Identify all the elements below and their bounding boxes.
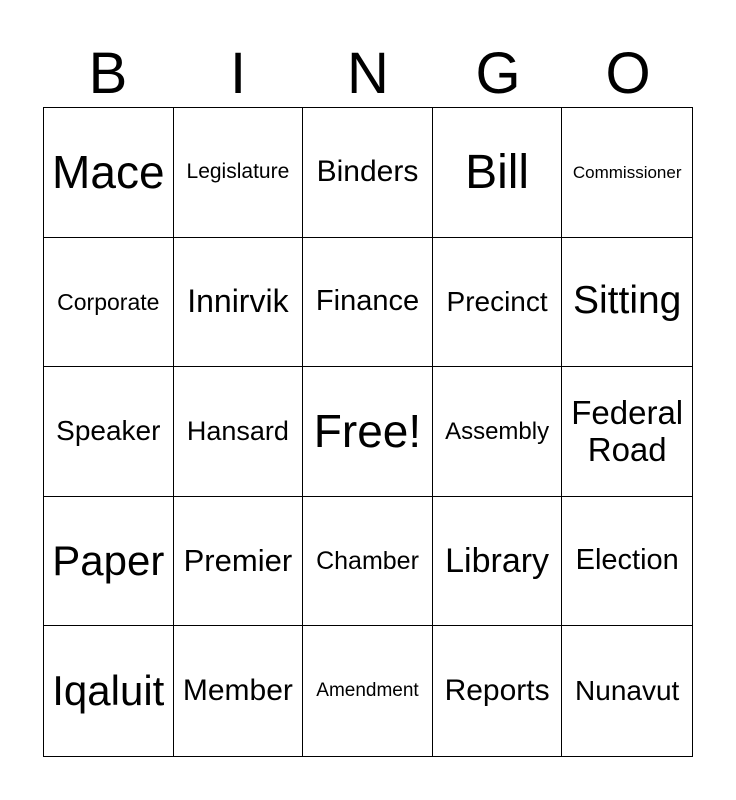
- bingo-header: [43, 40, 693, 108]
- bingo-cell-label: Free!: [313, 405, 422, 458]
- bingo-cell[interactable]: [562, 108, 692, 238]
- bingo-cell[interactable]: [433, 108, 563, 238]
- bingo-cell[interactable]: [174, 497, 304, 627]
- bingo-cell[interactable]: [174, 626, 304, 756]
- bingo-cell[interactable]: [174, 238, 304, 368]
- bingo-cell[interactable]: [562, 497, 692, 627]
- bingo-cell[interactable]: [303, 238, 433, 368]
- bingo-cell-label: Legislature: [186, 160, 290, 184]
- bingo-cell-label: Amendment: [316, 680, 419, 702]
- bingo-cell-label: Mace: [52, 145, 165, 198]
- bingo-cell[interactable]: [174, 367, 304, 497]
- bingo-cell[interactable]: [562, 367, 692, 497]
- bingo-cell-label: Sitting: [572, 279, 682, 323]
- bingo-cell-label: Election: [575, 544, 679, 577]
- bingo-cell[interactable]: [562, 626, 692, 756]
- header-letter-n: N: [347, 41, 389, 106]
- bingo-cell[interactable]: [44, 626, 174, 756]
- bingo-cell[interactable]: [303, 108, 433, 238]
- bingo-cell-label: Innirvik: [187, 283, 289, 320]
- bingo-cell[interactable]: [433, 238, 563, 368]
- bingo-cell[interactable]: [303, 626, 433, 756]
- bingo-cell-label: Assembly: [445, 417, 550, 445]
- bingo-cell-label: Precinct: [446, 285, 548, 317]
- bingo-cell-label: Premier: [183, 543, 293, 579]
- bingo-cell[interactable]: [44, 108, 174, 238]
- bingo-cell[interactable]: [303, 497, 433, 627]
- bingo-cell-label: Federal Road: [571, 393, 684, 469]
- bingo-cell-label: Commissioner: [572, 162, 682, 182]
- bingo-cell-label: Corporate: [57, 288, 160, 315]
- bingo-cell-label: Speaker: [56, 415, 161, 447]
- bingo-cell[interactable]: [44, 367, 174, 497]
- bingo-cell[interactable]: [562, 238, 692, 368]
- bingo-card-grid: [43, 107, 693, 757]
- bingo-cell-label: Hansard: [186, 415, 289, 446]
- bingo-cell-label: Nunavut: [575, 675, 680, 707]
- bingo-cell-label: Paper: [52, 536, 165, 584]
- bingo-cell[interactable]: [44, 497, 174, 627]
- bingo-cell-label: Library: [445, 541, 550, 580]
- bingo-cell-label: Bill: [465, 145, 530, 199]
- free-space-cell[interactable]: [303, 367, 433, 497]
- bingo-cell[interactable]: [44, 238, 174, 368]
- header-letter-g: G: [475, 41, 521, 106]
- bingo-cell-label: Reports: [444, 673, 550, 707]
- bingo-cell[interactable]: [174, 108, 304, 238]
- bingo-cell-label: Iqaluit: [52, 667, 165, 715]
- bingo-cell-label: Chamber: [316, 546, 419, 575]
- bingo-cell-label: Finance: [315, 285, 420, 318]
- bingo-cell[interactable]: [433, 626, 563, 756]
- header-letter-b: B: [88, 41, 128, 106]
- header-letter-i: I: [229, 41, 247, 106]
- bingo-cell[interactable]: [433, 367, 563, 497]
- header-letter-o: O: [605, 41, 651, 106]
- bingo-cell-label: Member: [182, 673, 293, 707]
- bingo-cell[interactable]: [433, 497, 563, 627]
- bingo-cell-label: Binders: [316, 155, 419, 189]
